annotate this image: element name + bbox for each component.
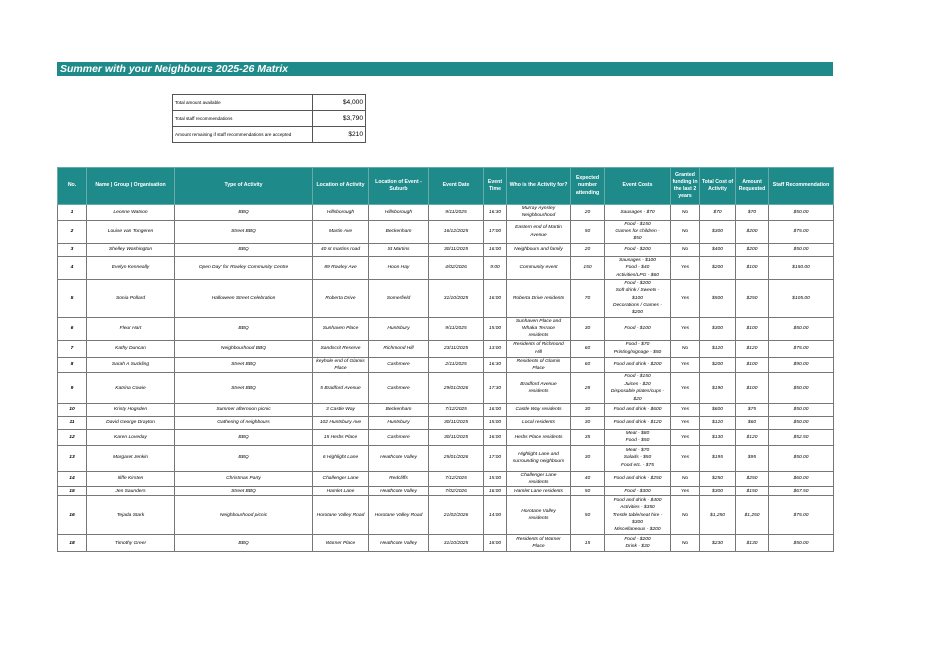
cell-time: 16:30 xyxy=(484,357,507,373)
cell-recommendation: $67.50 xyxy=(769,487,834,496)
cell-location: Challenger Lane xyxy=(313,471,369,487)
cell-total: $200 xyxy=(700,256,736,279)
cell-requested: $100 xyxy=(736,317,769,340)
cell-granted: Yes xyxy=(671,279,700,317)
cell-date: 30/11/2025 xyxy=(429,416,484,429)
table-row xyxy=(58,471,834,487)
cell-who: Herbs Place residents xyxy=(507,429,571,445)
cell-total: $600 xyxy=(700,403,736,416)
cell-type: BBQ xyxy=(175,317,313,340)
summary-row xyxy=(173,111,366,127)
cell-no: 18 xyxy=(58,535,87,552)
cell-date: 7/12/2025 xyxy=(429,471,484,487)
cell-requested: $250 xyxy=(736,279,769,317)
cell-date: 29/01/2026 xyxy=(429,373,484,403)
cell-total: $190 xyxy=(700,373,736,403)
cell-recommendation: $50.00 xyxy=(769,373,834,403)
cell-location: Warner Place xyxy=(313,535,369,552)
cell-requested: $100 xyxy=(736,357,769,373)
cell-recommendation: $105.00 xyxy=(769,279,834,317)
cell-type: Christmas Party xyxy=(175,471,313,487)
cell-location: 102 Huntsbury Ave xyxy=(313,416,369,429)
cell-name: Karen Loveday xyxy=(87,429,175,445)
cell-who: Local residents xyxy=(507,416,571,429)
cell-who: Hamlet Lane residents xyxy=(507,487,571,496)
cell-who: Sunhaven Place and Whaka Terrace residents xyxy=(507,317,571,340)
table-row xyxy=(58,220,834,243)
cell-requested: $120 xyxy=(736,340,769,357)
cell-date: 7/12/2025 xyxy=(429,403,484,416)
cell-suburb: Huntsbury xyxy=(369,416,429,429)
column-header: Event Costs xyxy=(605,168,671,205)
cell-type: Street BBQ xyxy=(175,487,313,496)
cell-who: Horotane Valley residents xyxy=(507,496,571,535)
cell-costs: Food and drink - $120 xyxy=(605,416,671,429)
summary-value: $210 xyxy=(313,127,366,143)
cell-attending: 70 xyxy=(571,279,605,317)
cell-date: 30/11/2025 xyxy=(429,429,484,445)
cell-type: BBQ xyxy=(175,535,313,552)
cell-attending: 50 xyxy=(571,220,605,243)
cell-suburb: Horotane Valley Road xyxy=(369,496,429,535)
cell-total: $400 xyxy=(700,243,736,256)
cell-no: 16 xyxy=(58,496,87,535)
cell-who: Residents of Richmond Hill xyxy=(507,340,571,357)
cell-time: 9:00 xyxy=(484,256,507,279)
cell-costs: Food and drink - $400 Activities - $350 Trestle table/seat hire - $300 Miscellaneous - $200 xyxy=(605,496,671,535)
cell-suburb: St Martins xyxy=(369,243,429,256)
cell-date: 31/10/2025 xyxy=(429,279,484,317)
cell-suburb: Cashmere xyxy=(369,429,429,445)
cell-date: 7/02/2026 xyxy=(429,487,484,496)
cell-name: Kristy Hogsden xyxy=(87,403,175,416)
cell-costs: Food - $70 Printing/signage - $50 xyxy=(605,340,671,357)
cell-recommendation: $50.00 xyxy=(769,403,834,416)
cell-requested: $100 xyxy=(736,373,769,403)
table-row xyxy=(58,445,834,471)
summary-row xyxy=(173,127,366,143)
cell-requested: $100 xyxy=(736,256,769,279)
cell-time: 17:30 xyxy=(484,373,507,403)
cell-recommendation: $52.50 xyxy=(769,429,834,445)
cell-who: Highlight Lane and surrounding neighbours xyxy=(507,445,571,471)
cell-time: 16:00 xyxy=(484,243,507,256)
cell-type: Neighbourhood BBQ xyxy=(175,340,313,357)
cell-requested: $120 xyxy=(736,429,769,445)
column-header: Location of Event - Suburb xyxy=(369,168,429,205)
cell-costs: Sausages - $70 xyxy=(605,205,671,221)
cell-time: 16:00 xyxy=(484,429,507,445)
cell-requested: $200 xyxy=(736,243,769,256)
table-row xyxy=(58,416,834,429)
table-row xyxy=(58,317,834,340)
cell-date: 21/02/2026 xyxy=(429,496,484,535)
cell-recommendation: $50.00 xyxy=(769,317,834,340)
table-header-row xyxy=(58,168,834,205)
table-row xyxy=(58,496,834,535)
cell-attending: 60 xyxy=(571,340,605,357)
cell-attending: 30 xyxy=(571,445,605,471)
cell-costs: Food - $150 Games for children - $50 xyxy=(605,220,671,243)
cell-date: 31/10/2025 xyxy=(429,535,484,552)
table-row xyxy=(58,357,834,373)
table-row xyxy=(58,373,834,403)
cell-recommendation: $50.00 xyxy=(769,535,834,552)
cell-name: David George Drayton xyxy=(87,416,175,429)
cell-requested: $95 xyxy=(736,445,769,471)
cell-costs: Sausages - $100 Food - $40 Activities/LPG - $60 xyxy=(605,256,671,279)
cell-no: 7 xyxy=(58,340,87,357)
cell-suburb: Hillsborough xyxy=(369,205,429,221)
column-header: Who is the Activity for? xyxy=(507,168,571,205)
cell-time: 15:00 xyxy=(484,317,507,340)
cell-total: $1,250 xyxy=(700,496,736,535)
cell-attending: 60 xyxy=(571,357,605,373)
cell-date: 30/11/2025 xyxy=(429,243,484,256)
cell-total: $120 xyxy=(700,340,736,357)
cell-name: Fleur Hart xyxy=(87,317,175,340)
page-title: Summer with your Neighbours 2025-26 Matrix xyxy=(57,62,833,76)
table-row xyxy=(58,429,834,445)
cell-recommendation: $90.00 xyxy=(769,357,834,373)
cell-suburb: Cashmere xyxy=(369,357,429,373)
cell-who: Murray Aynsley Neighbourhood xyxy=(507,205,571,221)
cell-name: Evelyn Kenneally xyxy=(87,256,175,279)
column-header: Location of Activity xyxy=(313,168,369,205)
cell-suburb: Richmond Hill xyxy=(369,340,429,357)
cell-costs: Food and drink - $600 xyxy=(605,403,671,416)
table-row xyxy=(58,243,834,256)
cell-time: 16:00 xyxy=(484,403,507,416)
cell-location: 15 Herbs Place xyxy=(313,429,369,445)
cell-type: Open Day' for Rowley Community Centre xyxy=(175,256,313,279)
cell-suburb: Beckenham xyxy=(369,403,429,416)
table-row xyxy=(58,535,834,552)
cell-attending: 15 xyxy=(571,535,605,552)
column-header: Staff Recommendation xyxy=(769,168,834,205)
cell-total: $250 xyxy=(700,471,736,487)
column-header: Amount Requested xyxy=(736,168,769,205)
cell-recommendation: $60.00 xyxy=(769,471,834,487)
cell-attending: 150 xyxy=(571,256,605,279)
cell-costs: Food - $100 xyxy=(605,317,671,340)
cell-attending: 50 xyxy=(571,487,605,496)
cell-time: 18:00 xyxy=(484,535,507,552)
cell-suburb: Beckenham xyxy=(369,220,429,243)
cell-requested: $200 xyxy=(736,220,769,243)
cell-name: Katrina Cowie xyxy=(87,373,175,403)
cell-recommendation: $75.00 xyxy=(769,340,834,357)
cell-name: Kathy Duncan xyxy=(87,340,175,357)
cell-granted: Yes xyxy=(671,357,700,373)
cell-type: Street BBQ xyxy=(175,220,313,243)
cell-total: $200 xyxy=(700,357,736,373)
summary-value: $4,000 xyxy=(313,95,366,111)
cell-suburb: Heathcote Valley xyxy=(369,445,429,471)
cell-name: Sarah A Suckling xyxy=(87,357,175,373)
cell-attending: 28 xyxy=(571,373,605,403)
cell-suburb: Hoon Hay xyxy=(369,256,429,279)
cell-granted: No xyxy=(671,496,700,535)
cell-location: keyhole end of Glamis Place xyxy=(313,357,369,373)
cell-attending: 40 xyxy=(571,471,605,487)
cell-no: 13 xyxy=(58,445,87,471)
applications-matrix-table xyxy=(57,167,834,552)
cell-no: 8 xyxy=(58,357,87,373)
cell-suburb: Heathcote Valley xyxy=(369,535,429,552)
cell-attending: 20 xyxy=(571,243,605,256)
cell-time: 16:00 xyxy=(484,279,507,317)
cell-costs: Meat - $70 Salads - $50 Food etc. - $75 xyxy=(605,445,671,471)
cell-requested: $130 xyxy=(736,535,769,552)
cell-total: $195 xyxy=(700,445,736,471)
cell-costs: Food - $200 xyxy=(605,243,671,256)
cell-granted: Yes xyxy=(671,317,700,340)
cell-location: 40 st martins road xyxy=(313,243,369,256)
table-row xyxy=(58,340,834,357)
cell-date: 16/12/2025 xyxy=(429,220,484,243)
cell-granted: No xyxy=(671,220,700,243)
cell-location: Sunhaven Place xyxy=(313,317,369,340)
cell-name: Leonne Watson xyxy=(87,205,175,221)
cell-location: 3 Castle Way xyxy=(313,403,369,416)
cell-attending: 20 xyxy=(571,205,605,221)
column-header: Name | Group | Organisation xyxy=(87,168,175,205)
cell-who: Neighbours and family xyxy=(507,243,571,256)
cell-costs: Food - $300 xyxy=(605,487,671,496)
cell-granted: No xyxy=(671,205,700,221)
cell-total: $120 xyxy=(700,416,736,429)
cell-granted: No xyxy=(671,340,700,357)
cell-date: 9/11/2025 xyxy=(429,317,484,340)
cell-granted: Yes xyxy=(671,416,700,429)
cell-who: Challenger Lane residents xyxy=(507,471,571,487)
column-header: Total Cost of Activity xyxy=(700,168,736,205)
table-row xyxy=(58,205,834,221)
cell-granted: No xyxy=(671,535,700,552)
cell-no: 4 xyxy=(58,256,87,279)
cell-who: Eastern end of Martin Avenue xyxy=(507,220,571,243)
cell-recommendation: $150.00 xyxy=(769,256,834,279)
cell-recommendation: $50.00 xyxy=(769,416,834,429)
column-header: Expected number attending xyxy=(571,168,605,205)
cell-date: 23/11/2025 xyxy=(429,340,484,357)
cell-no: 3 xyxy=(58,243,87,256)
cell-time: 16:30 xyxy=(484,205,507,221)
cell-time: 15:00 xyxy=(484,471,507,487)
cell-total: $300 xyxy=(700,487,736,496)
cell-who: Community event xyxy=(507,256,571,279)
cell-time: 17:00 xyxy=(484,220,507,243)
cell-location: 6 Highlight Lane xyxy=(313,445,369,471)
cell-total: $230 xyxy=(700,535,736,552)
cell-name: Louise van Tongeren xyxy=(87,220,175,243)
cell-type: Summer afternoon picnic xyxy=(175,403,313,416)
cell-no: 5 xyxy=(58,279,87,317)
cell-type: Street BBQ xyxy=(175,373,313,403)
cell-who: Residents of Warner Place xyxy=(507,535,571,552)
cell-requested: $60 xyxy=(736,416,769,429)
column-header: No. xyxy=(58,168,87,205)
cell-date: 25/01/2026 xyxy=(429,445,484,471)
cell-total: $300 xyxy=(700,317,736,340)
funding-summary-table xyxy=(172,94,366,143)
cell-requested: $1,250 xyxy=(736,496,769,535)
cell-suburb: Heathcote Valley xyxy=(369,487,429,496)
cell-costs: Food and drink - $200 xyxy=(605,357,671,373)
cell-total: $130 xyxy=(700,429,736,445)
cell-name: Tejada Stark xyxy=(87,496,175,535)
table-row xyxy=(58,279,834,317)
cell-location: Roberta Drive xyxy=(313,279,369,317)
cell-requested: $150 xyxy=(736,487,769,496)
column-header: Granted funding in the last 2 years xyxy=(671,168,700,205)
cell-time: 14:00 xyxy=(484,496,507,535)
cell-requested: $250 xyxy=(736,471,769,487)
cell-location: Hillsborough xyxy=(313,205,369,221)
cell-recommendation: $50.00 xyxy=(769,243,834,256)
cell-total: $300 xyxy=(700,220,736,243)
summary-label: Total amount available xyxy=(173,95,313,111)
cell-name: Sonia Pollard xyxy=(87,279,175,317)
cell-no: 14 xyxy=(58,471,87,487)
cell-granted: Yes xyxy=(671,445,700,471)
column-header: Event Time xyxy=(484,168,507,205)
cell-type: BBQ xyxy=(175,429,313,445)
cell-costs: Food - $200 Soft drink / Sweets - $100 Decorations / Games - $200 xyxy=(605,279,671,317)
cell-recommendation: $75.00 xyxy=(769,496,834,535)
cell-suburb: Redcliffs xyxy=(369,471,429,487)
cell-who: Roberta Drive residents xyxy=(507,279,571,317)
cell-name: Shelley Washington xyxy=(87,243,175,256)
cell-type: BBQ xyxy=(175,445,313,471)
cell-granted: Yes xyxy=(671,487,700,496)
cell-type: BBQ xyxy=(175,205,313,221)
cell-who: Bradford Avenue residents xyxy=(507,373,571,403)
cell-attending: 50 xyxy=(571,496,605,535)
cell-suburb: Huntsbury xyxy=(369,317,429,340)
column-header: Event Date xyxy=(429,168,484,205)
summary-label: Amount remaining if staff recommendations are accepted xyxy=(173,127,313,143)
cell-no: 1 xyxy=(58,205,87,221)
cell-who: Residents of Glamis Place xyxy=(507,357,571,373)
cell-type: Street BBQ xyxy=(175,357,313,373)
cell-no: 10 xyxy=(58,403,87,416)
column-header: Type of Activity xyxy=(175,168,313,205)
cell-type: BBQ xyxy=(175,243,313,256)
cell-name: Timothy Greer xyxy=(87,535,175,552)
cell-granted: No xyxy=(671,243,700,256)
summary-label: Total staff recommendations xyxy=(173,111,313,127)
cell-type: Neighbourhood picnic xyxy=(175,496,313,535)
cell-granted: Yes xyxy=(671,256,700,279)
cell-location: 89 Rowley Ave xyxy=(313,256,369,279)
cell-recommendation: $75.00 xyxy=(769,220,834,243)
summary-row xyxy=(173,95,366,111)
cell-location: Horotane Valley Road xyxy=(313,496,369,535)
cell-type: Halloween Street Celebration xyxy=(175,279,313,317)
cell-no: 15 xyxy=(58,487,87,496)
cell-location: 5 Bradford Avenue xyxy=(313,373,369,403)
cell-time: 13:00 xyxy=(484,340,507,357)
summary-value: $3,790 xyxy=(313,111,366,127)
cell-no: 2 xyxy=(58,220,87,243)
table-row xyxy=(58,487,834,496)
cell-granted: Yes xyxy=(671,429,700,445)
cell-location: Hamlet Lane xyxy=(313,487,369,496)
cell-location: Sandscrit Reserve xyxy=(313,340,369,357)
table-row xyxy=(58,403,834,416)
cell-granted: Yes xyxy=(671,373,700,403)
cell-name: Jen Saunders xyxy=(87,487,175,496)
cell-costs: Food - $150 Juices - $20 Disposable plates/cups - $20 xyxy=(605,373,671,403)
cell-no: 12 xyxy=(58,429,87,445)
cell-name: Iliffe Kirsten xyxy=(87,471,175,487)
cell-no: 11 xyxy=(58,416,87,429)
cell-time: 16:00 xyxy=(484,487,507,496)
cell-granted: Yes xyxy=(671,403,700,416)
cell-attending: 30 xyxy=(571,416,605,429)
cell-who: Castle Way residents xyxy=(507,403,571,416)
cell-no: 6 xyxy=(58,317,87,340)
cell-requested: $70 xyxy=(736,205,769,221)
cell-requested: $75 xyxy=(736,403,769,416)
cell-attending: 35 xyxy=(571,429,605,445)
cell-costs: Food and drink - $250 xyxy=(605,471,671,487)
cell-no: 9 xyxy=(58,373,87,403)
cell-granted: No xyxy=(671,471,700,487)
cell-attending: 30 xyxy=(571,403,605,416)
cell-location: Martin Ave xyxy=(313,220,369,243)
cell-attending: 30 xyxy=(571,317,605,340)
cell-time: 17:00 xyxy=(484,445,507,471)
table-row xyxy=(58,256,834,279)
cell-recommendation: $50.00 xyxy=(769,445,834,471)
cell-costs: Food - $200 Drink - $30 xyxy=(605,535,671,552)
cell-type: Gathering of neighbours xyxy=(175,416,313,429)
cell-recommendation: $50.00 xyxy=(769,205,834,221)
cell-date: 2/11/2025 xyxy=(429,357,484,373)
cell-date: 9/11/2025 xyxy=(429,205,484,221)
cell-suburb: Cashmere xyxy=(369,373,429,403)
cell-suburb: Somerfield xyxy=(369,279,429,317)
cell-name: Margaret Jenkin xyxy=(87,445,175,471)
cell-total: $70 xyxy=(700,205,736,221)
cell-date: 4/02/2026 xyxy=(429,256,484,279)
cell-costs: Meat - $80 Food - $50 xyxy=(605,429,671,445)
cell-time: 15:00 xyxy=(484,416,507,429)
cell-total: $500 xyxy=(700,279,736,317)
